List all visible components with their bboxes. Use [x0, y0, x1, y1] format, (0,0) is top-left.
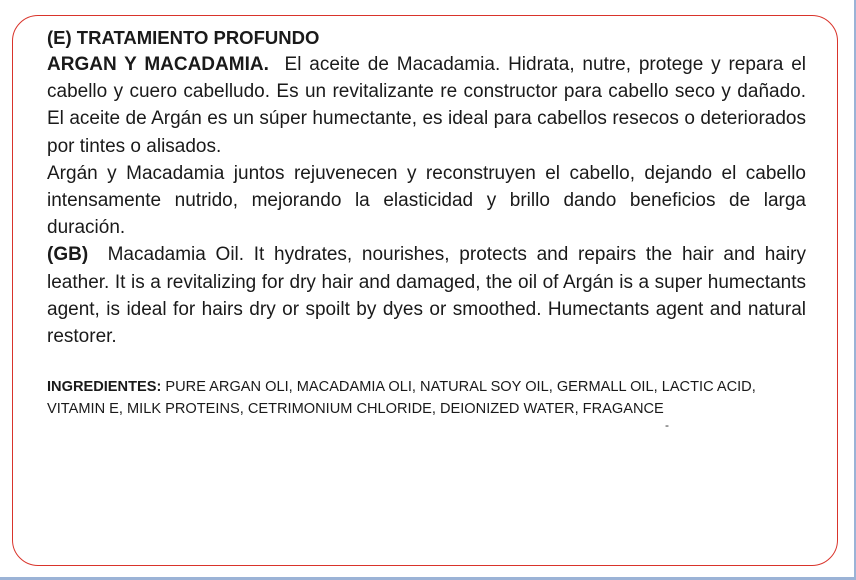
spanish-paragraph-1-lead: ARGAN Y MACADAMIA.: [47, 54, 269, 75]
english-paragraph: [47, 241, 806, 350]
document-heading: (E) TRATAMIENTO PROFUNDO: [47, 27, 320, 48]
spanish-paragraph-1: [47, 51, 806, 160]
ingredients-text: PURE ARGAN OLI, MACADAMIA OLI, NATURAL SOY OIL, GERMALL OIL, LACTIC ACID, VITAMIN E, MILK PROTEINS, CETRIMONIUM CHLORIDE, DEIONIZED WATER, FRAGANCE: [47, 379, 756, 418]
spanish-paragraph-2: Argán y Macadamia juntos rejuvenecen y reconstruyen el cabello, dejando el cabello intensamente nutrido, mejorando la elasticidad y brillo dando beneficios de larga duración.: [47, 162, 806, 239]
label-content: [47, 24, 806, 420]
english-paragraph-lead: (GB): [47, 244, 89, 266]
ingredients-label: INGREDIENTES:: [47, 379, 162, 396]
spanish-paragraph-1-body: El aceite de Macadamia. Hidrata, nutre, protege y repara el cabello y cuero cabelludo. Es un revitalizante re constructor para cabello seco y dañado. El aceite de Argán es un súper humectante, es ideal para cabellos resecos o deteriorados por tintes o alisados.: [47, 54, 806, 157]
ingredients-list: [47, 376, 806, 420]
stray-mark: -: [665, 418, 669, 432]
english-paragraph-body: Macadamia Oil. It hydrates, nourishes, protects and repairs the hair and hairy leather. It is a revitalizing for dry hair and damaged, the oil of Argán is a super humectants agent, is ideal for hairs dry or spoilt by dyes or smoothed. Humectants agent and natural restorer.: [47, 244, 806, 348]
